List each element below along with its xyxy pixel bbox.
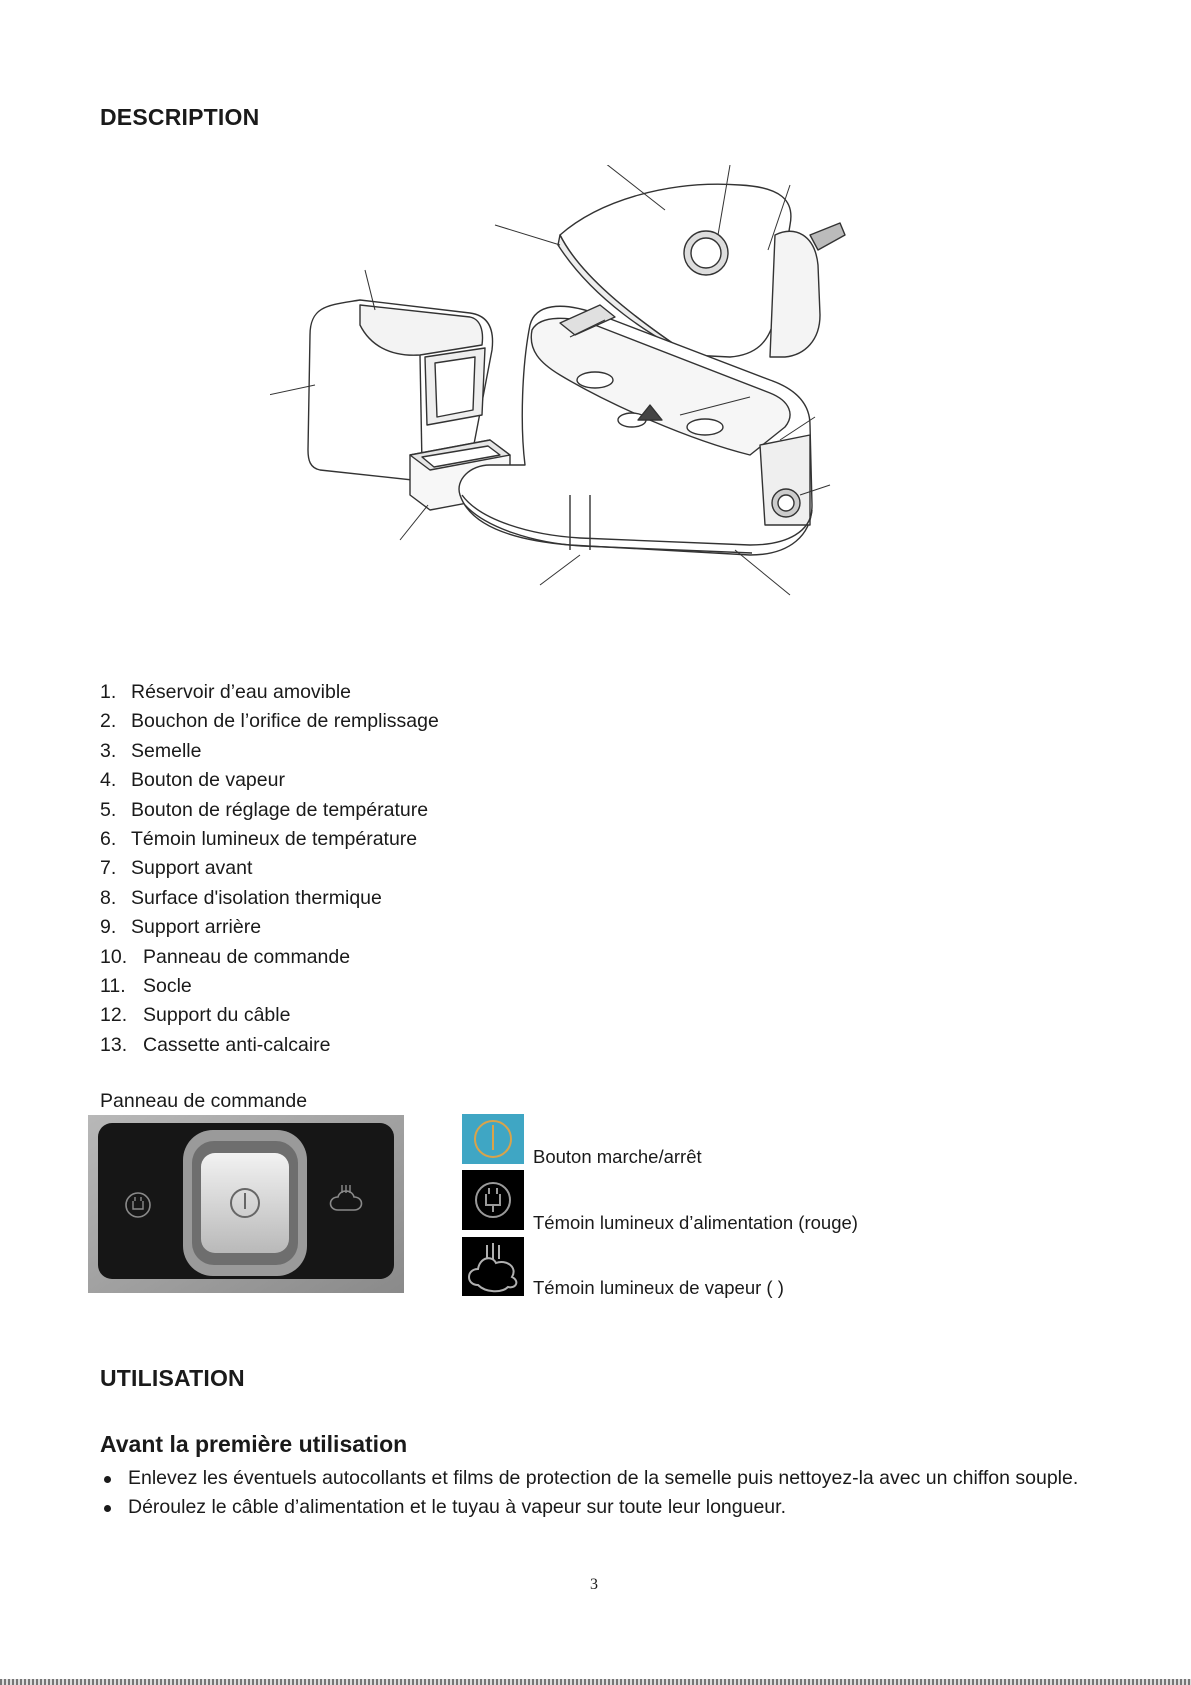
steam-light-label: Témoin lumineux de vapeur ( ) — [533, 1277, 784, 1298]
list-item: 5. Bouton de réglage de température — [100, 798, 429, 821]
scan-edge-divider — [0, 1679, 1191, 1685]
control-item-power-light — [462, 1170, 524, 1235]
power-light-label: Témoin lumineux d’alimentation (rouge) — [533, 1212, 858, 1233]
list-item: 1. Réservoir d’eau amovible — [100, 681, 352, 703]
list-item: Enlevez les éventuels autocollants et films de protection de la semelle puis nettoyez-la avec un chiffon souple. — [100, 1464, 1100, 1493]
control-item-steam-light — [462, 1237, 524, 1301]
list-item: 8. Surface d'isolation thermique — [100, 886, 382, 909]
power-plug-icon — [462, 1170, 524, 1230]
power-button-label: Bouton marche/arrêt — [533, 1146, 702, 1167]
control-panel-caption: Panneau de commande — [100, 1090, 308, 1112]
parts-list — [100, 678, 439, 1060]
list-item: 4. Bouton de vapeur — [100, 769, 285, 792]
steam-cloud-icon — [462, 1237, 524, 1296]
list-item: 11. Socle — [100, 974, 192, 997]
list-item: 13. Cassette anti-calcaire — [100, 1033, 331, 1056]
list-item: Déroulez le câble d’alimentation et le tuyau à vapeur sur toute leur longueur. — [100, 1493, 1100, 1522]
page-number: 3 — [590, 1576, 598, 1593]
bullet-icon — [104, 1476, 111, 1483]
list-item: 6. Témoin lumineux de température — [100, 827, 418, 850]
list-item: 3. Semelle — [100, 739, 202, 762]
subsection-title-before-first-use: Avant la première utilisation — [100, 1431, 408, 1457]
list-item: 12. Support du câble — [100, 1004, 291, 1027]
list-item: 10. Panneau de commande — [100, 945, 351, 968]
bullet-icon — [104, 1505, 111, 1512]
list-item: 9. Support arrière — [100, 916, 262, 939]
list-item: 7. Support avant — [100, 857, 253, 880]
power-button-icon — [462, 1114, 524, 1164]
list-item: 2. Bouchon de l’orifice de remplissage — [100, 710, 439, 733]
control-item-power-button — [462, 1114, 524, 1169]
control-panel-photo — [88, 1115, 404, 1293]
section-title-usage: UTILISATION — [100, 1365, 245, 1391]
product-diagram — [270, 165, 910, 645]
section-title-description: DESCRIPTION — [100, 104, 260, 130]
before-first-use-list — [100, 1464, 1100, 1522]
